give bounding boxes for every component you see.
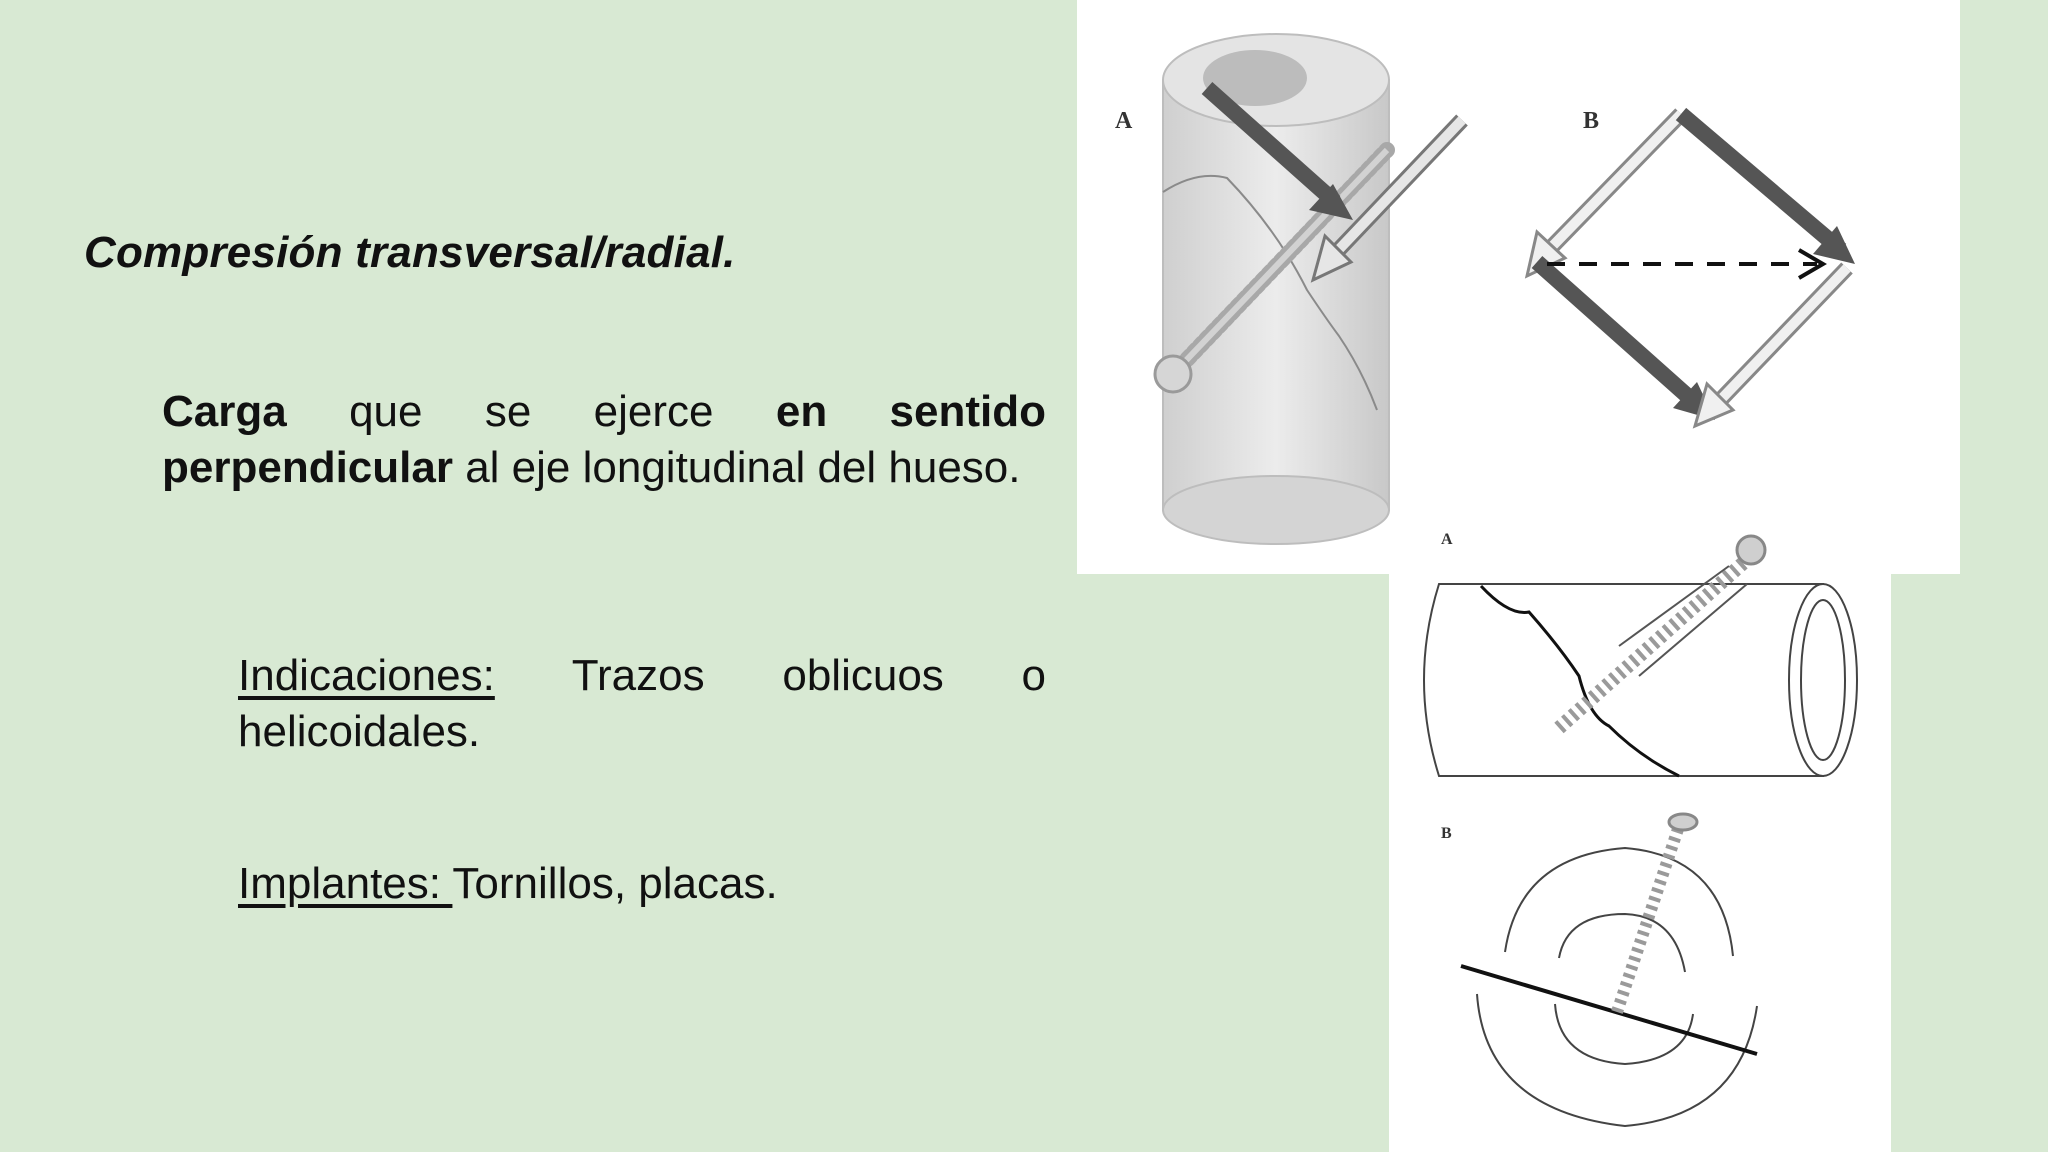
description-text-2: al eje longitudinal del hueso. [452,443,1021,492]
figure-label-a: A [1441,531,1453,548]
figure-screw-fixation [1389,526,1891,1152]
description-bold-perpendicular: en sentido perpendicular [162,387,1046,492]
indications-text: Trazos oblicuos o helicoidales. [238,651,1046,756]
implants-paragraph [238,856,1046,912]
bone-cylinder [1163,34,1389,544]
indications-paragraph [238,648,1046,760]
implants-label: Implantes: [238,859,453,908]
figure-compression-diagram [1077,0,1960,574]
slide-title: Compresión transversal/radial. [84,228,736,277]
description-bold-carga: Carga [162,387,287,436]
implants-text: Tornillos, placas. [452,859,778,908]
figure-compression-svg [1077,0,1960,574]
bone-tube [1424,584,1857,776]
force-diagram [1527,114,1855,426]
description-paragraph [162,384,1046,496]
figure-screw-svg [1389,526,1891,1152]
figure-label-a: A [1115,108,1133,134]
bone-cross-section [1461,814,1757,1126]
description-text-1: que se ejerce [286,387,776,436]
indications-label: Indicaciones: [238,651,495,700]
figure-label-b: B [1583,108,1600,134]
figure-label-b: B [1441,825,1452,842]
